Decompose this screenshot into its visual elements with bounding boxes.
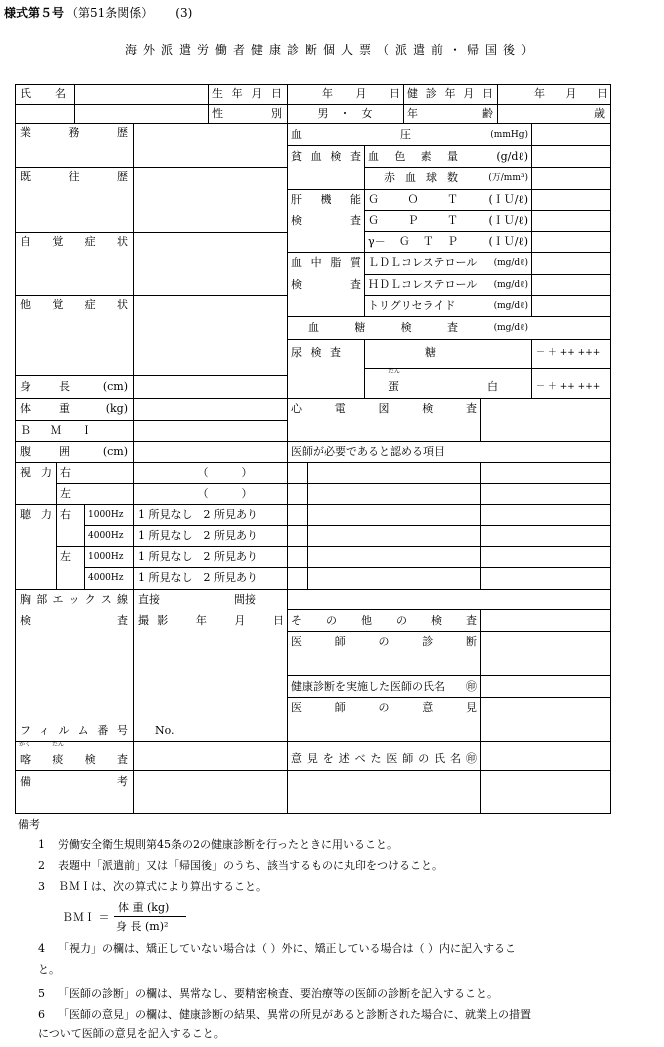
rule — [287, 398, 611, 399]
hdl-label: ＨＤＬコレステロール — [368, 278, 478, 291]
rule — [15, 420, 287, 421]
xray-direct[interactable]: 直接 — [138, 593, 160, 606]
bmi-formula-bar — [114, 916, 186, 917]
opinion-doctor-name-label: 意見を述べた医師の氏名 — [291, 752, 461, 765]
note-3-no: 3 — [38, 880, 45, 893]
rule — [287, 609, 611, 610]
vision-right-paren[interactable]: （ ） — [197, 466, 253, 479]
rule — [15, 232, 287, 233]
bmi-label: ＢＭＩ — [20, 424, 92, 437]
rule — [364, 167, 611, 168]
exam-date-label: 健診年月日 — [407, 87, 493, 100]
height-unit: (cm) — [102, 380, 128, 393]
triglyceride-label: トリグリセライド — [368, 299, 456, 312]
vision-left-paren[interactable]: （ ） — [197, 487, 253, 500]
vision-label: 視力 — [20, 466, 52, 479]
bmi-formula-lhs: ＢＭＩ ＝ — [62, 911, 110, 924]
note-6-text: 「医師の意見」の欄は、健康診断の結果、異常の所見があると診断された場合に、就業上の措置 — [58, 1008, 531, 1021]
note-6-cont: について医師の意見を記入すること。 — [38, 1027, 225, 1040]
rule — [15, 504, 611, 505]
sex-value[interactable]: 男 ・ 女 — [317, 107, 373, 120]
lipid-label-1: 血中脂質 — [291, 256, 361, 269]
hearing-left-label: 左 — [60, 550, 71, 563]
weight-label: 体重 — [20, 402, 70, 415]
rule — [364, 368, 611, 369]
rule — [364, 339, 365, 399]
bmi-formula-numerator: 体 重 (kg) — [118, 901, 170, 914]
rule — [56, 462, 57, 589]
rule — [307, 462, 308, 589]
name-label: 氏 名 — [20, 87, 66, 100]
bp-label-1: 血 — [291, 128, 302, 141]
bp-unit: (mmHg) — [490, 130, 528, 140]
rule — [287, 145, 611, 146]
hearing-left-1000: 1000Hz — [88, 552, 124, 562]
note-6-no: 6 — [38, 1008, 45, 1021]
ldl-unit: (mg/dℓ) — [493, 258, 528, 268]
note-3-text: ＢＭＩは、次の算式により算出すること。 — [58, 880, 267, 893]
sugar-label: 糖 — [425, 346, 436, 359]
other-tests-label: その他の検査 — [291, 614, 477, 627]
rule — [84, 525, 611, 526]
note-2-text: 表題中「派遣前」又は「帰国後」のうち、該当するものに丸印をつけること。 — [58, 859, 443, 872]
rule — [15, 167, 287, 168]
rule — [531, 123, 532, 317]
hearing-right-1000: 1000Hz — [88, 510, 124, 520]
sugar-scale[interactable]: － ＋ ++ +++ — [536, 348, 601, 358]
got-label: ＧＯＴ — [368, 193, 458, 206]
notes-heading: 備考 — [18, 818, 40, 831]
ldl-label: ＬＤＬコレステロール — [368, 256, 478, 269]
rule — [15, 441, 611, 442]
protein-label: 蛋白 — [388, 380, 498, 393]
hdl-unit: (mg/dℓ) — [493, 280, 528, 290]
rbc-unit: (万/mm³) — [488, 173, 528, 183]
rule — [15, 741, 611, 742]
rule — [287, 339, 611, 340]
vision-left-label: 左 — [60, 487, 71, 500]
opinion-label: 医師の意見 — [291, 701, 477, 714]
gpt-unit: (ＩＵ/ℓ) — [488, 214, 528, 227]
rule — [287, 631, 611, 632]
sputum-ruby-2: たん — [52, 741, 65, 748]
opinion-doctor-seal: ㊞ — [466, 752, 477, 765]
form-number: 様式第５号 — [4, 6, 65, 20]
note-1-no: 1 — [38, 838, 45, 851]
note-4-text: 「視力」の欄は、矯正していない場合は（ ）外に、矯正している場合は（ ）内に記入するこ — [58, 942, 516, 955]
page-title: 海外派遣労働者健康診断個人票（派遣前・帰国後） — [124, 43, 539, 57]
rule — [364, 252, 365, 317]
rule — [56, 483, 611, 484]
rule — [15, 295, 287, 296]
bmi-formula-denominator: 身 長 (m)² — [116, 920, 169, 933]
anemia-label: 貧血検査 — [291, 150, 361, 163]
vision-right-label: 右 — [60, 466, 71, 479]
hearing-left-4000-finding[interactable]: 1 所見なし 2 所見あり — [138, 571, 258, 584]
rule — [287, 252, 611, 253]
rule — [480, 462, 481, 589]
rule — [15, 770, 611, 771]
ggtp-label: γ－ＧＴＰ — [368, 235, 458, 248]
subjective-symptoms-label: 自覚症状 — [20, 235, 128, 248]
age-unit: 歳 — [594, 107, 605, 120]
rule — [287, 123, 288, 813]
remarks-label: 備考 — [20, 775, 128, 788]
waist-unit: (cm) — [102, 445, 128, 458]
doctor-items-label: 医師が必要であると認める項目 — [291, 445, 445, 458]
gpt-label: ＧＰＴ — [368, 214, 458, 227]
page-number: (3) — [175, 6, 193, 20]
rule — [364, 231, 611, 232]
rule — [15, 123, 611, 124]
glucose-unit: (mg/dℓ) — [493, 323, 528, 333]
hearing-right-label: 右 — [60, 508, 71, 521]
triglyceride-unit: (mg/dℓ) — [493, 301, 528, 311]
hearing-label: 聴力 — [20, 508, 52, 521]
note-4-no: 4 — [38, 942, 45, 955]
hearing-left-1000-finding[interactable]: 1 所見なし 2 所見あり — [138, 550, 258, 563]
age-label-2: 齢 — [482, 107, 493, 120]
liver-label-2: 検査 — [291, 214, 361, 227]
glucose-label: 血糖検査 — [308, 321, 458, 334]
rule — [364, 274, 611, 275]
hearing-left-4000: 4000Hz — [88, 573, 124, 583]
rule — [15, 104, 611, 105]
got-unit: (ＩＵ/ℓ) — [488, 193, 528, 206]
ggtp-unit: (ＩＵ/ℓ) — [488, 235, 528, 248]
film-number-value[interactable]: No. — [155, 724, 175, 737]
rule — [403, 84, 404, 124]
rule — [497, 84, 498, 124]
rule — [208, 84, 209, 124]
rule — [610, 84, 611, 814]
ecg-label: 心電図検査 — [291, 402, 477, 415]
note-2-no: 2 — [38, 859, 45, 872]
note-1-text: 労働安全衛生規則第45条の2の健康診断を行ったときに用いること。 — [58, 838, 398, 851]
xray-indirect[interactable]: 間接 — [234, 593, 256, 606]
rule — [287, 189, 611, 190]
age-label: 年 — [407, 107, 418, 120]
form-relation: （第51条関係） — [66, 6, 154, 20]
exam-doctor-name-label: 健康診断を実施した医師の氏名 — [291, 680, 445, 693]
rbc-label: 赤血球数 — [384, 171, 458, 184]
rule — [287, 316, 611, 317]
dob-value[interactable]: 年 月 日 — [322, 87, 400, 100]
note-5-text: 「医師の診断」の欄は、異常なし、要精密検査、要治療等の医師の診断を記入すること。 — [58, 987, 498, 1000]
note-4-cont: と。 — [38, 963, 60, 976]
sputum-ruby-1: かく — [19, 741, 32, 748]
hearing-right-1000-finding[interactable]: 1 所見なし 2 所見あり — [138, 508, 258, 521]
xray-label-2: 検査 — [20, 614, 128, 627]
note-5-no: 5 — [38, 987, 45, 1000]
rule — [56, 546, 611, 547]
rule — [15, 84, 16, 814]
rule — [531, 339, 532, 399]
height-label: 身長 — [20, 380, 70, 393]
rule — [364, 295, 611, 296]
xray-label-1: 胸部エックス線 — [20, 593, 128, 606]
occupation-history-label: 業務歴 — [20, 126, 128, 139]
lipid-label-2: 検査 — [291, 278, 361, 291]
rule — [74, 84, 75, 124]
hemoglobin-label: 血色素量 — [368, 150, 458, 163]
sputum-label: 喀痰検査 — [20, 753, 128, 766]
protein-scale[interactable]: － ＋ ++ +++ — [536, 382, 601, 392]
rule — [15, 84, 611, 85]
rule — [364, 210, 611, 211]
rule — [84, 567, 611, 568]
rule — [84, 504, 85, 589]
diagnosis-label: 医師の診断 — [291, 635, 477, 648]
rule — [287, 697, 611, 698]
objective-symptoms-label: 他覚症状 — [20, 298, 128, 311]
exam-date-value[interactable]: 年 月 日 — [534, 87, 608, 100]
rule — [15, 398, 287, 399]
film-number-label: フィルム番号 — [20, 724, 128, 737]
dob-label: 生年月日 — [212, 87, 282, 100]
past-history-label: 既往歴 — [20, 170, 128, 183]
exam-doctor-seal: ㊞ — [466, 680, 477, 693]
urine-label: 尿検査 — [291, 346, 341, 359]
rule — [364, 145, 365, 253]
hearing-right-4000: 4000Hz — [88, 531, 124, 541]
rule — [133, 123, 134, 813]
xray-date[interactable]: 撮影 年 月 日 — [138, 614, 284, 627]
rule — [15, 813, 611, 814]
rule — [15, 375, 287, 376]
rule — [480, 609, 481, 814]
waist-label: 腹囲 — [20, 445, 70, 458]
hearing-right-4000-finding[interactable]: 1 所見なし 2 所見あり — [138, 529, 258, 542]
sex-label: 性別 — [212, 107, 282, 120]
rule — [15, 589, 611, 590]
liver-label-1: 肝機能 — [291, 193, 361, 206]
weight-unit: (kg) — [105, 402, 128, 415]
bp-label-2: 圧 — [400, 128, 411, 141]
protein-ruby: たん — [388, 368, 401, 375]
rule — [480, 398, 481, 441]
hemoglobin-unit: (g/dℓ) — [496, 150, 528, 163]
rule — [15, 462, 611, 463]
rule — [287, 675, 611, 676]
